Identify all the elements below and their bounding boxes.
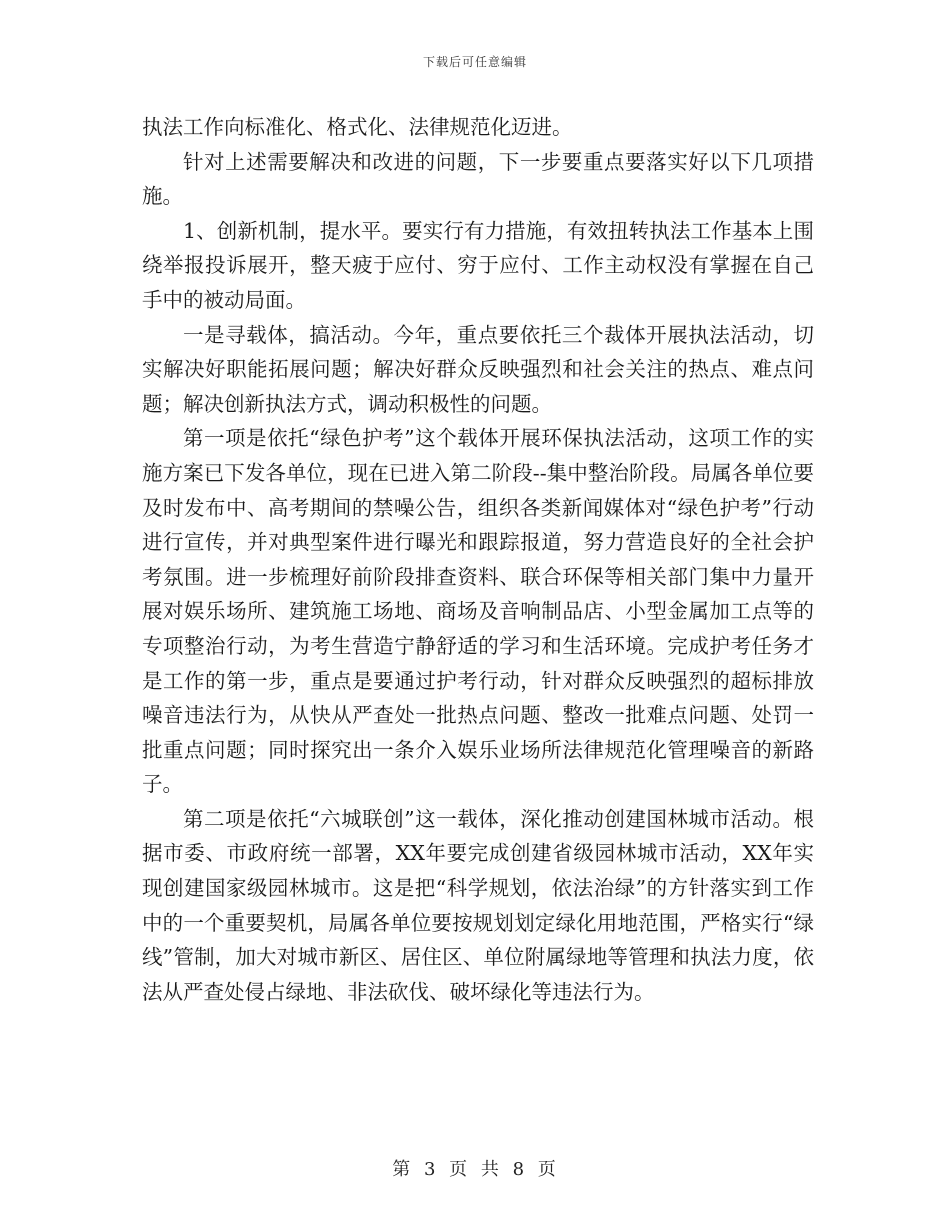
page-number: 第 3 页 共 8 页	[392, 1159, 558, 1180]
page-header-note: 下载后可任意编辑	[422, 55, 527, 69]
document-body	[142, 110, 814, 1009]
paragraph-2: 针对上述需要解决和改进的问题，下一步要重点要落实好以下几项措施。	[142, 149, 814, 209]
paragraph-1: 执法工作向标准化、格式化、法律规范化迈进。	[142, 115, 573, 139]
paragraph-3: 1、创新机制，提水平。要实行有力措施，有效扭转执法工作基本上围绕举报投诉展开，整天疲于应付、穷于应付、工作主动权没有掌握在自己手中的被动局面。	[142, 218, 814, 312]
paragraph-6: 第二项是依托“六城联创”这一载体，深化推动创建国林城市活动。根据市委、市政府统一部署，XX年要完成创建省级园林城市活动，XX年实现创建国家级园林城市。这是把“科学规划，依法治绿”的方针落实到工作中的一个重要契机，局属各单位要按规划划定绿化用地范围，严格实行“绿线”管制，加大对城市新区、居住区、单位附属绿地等管理和执法力度，依法从严查处侵占绿地、非法砍伐、破坏绿化等违法行为。	[142, 806, 814, 1004]
paragraph-5: 第一项是依托“绿色护考”这个载体开展环保执法活动，这项工作的实施方案已下发各单位，现在已进入第二阶段--集中整治阶段。局属各单位要及时发布中、高考期间的禁噪公告，组织各类新闻媒体对“绿色护考”行动进行宣传，并对典型案件进行曝光和跟踪报道，努力营造良好的全社会护考氛围。进一步梳理好前阶段排查资料、联合环保等相关部门集中力量开展对娱乐场所、建筑施工场地、商场及音响制品店、小型金属加工点等的专项整治行动，为考生营造宁静舒适的学习和生活环境。完成护考任务才是工作的第一步，重点是要通过护考行动，针对群众反映强烈的超标排放噪音违法行为，从快从严查处一批热点问题、整改一批难点问题、处罚一批重点问题；同时探究出一条介入娱乐业场所法律规范化管理噪音的新路子。	[142, 426, 814, 797]
paragraph-4: 一是寻载体，搞活动。今年，重点要依托三个裁体开展执法活动，切实解决好职能拓展问题；解决好群众反映强烈和社会关注的热点、难点问题；解决创新执法方式，调动积极性的问题。	[142, 322, 814, 416]
